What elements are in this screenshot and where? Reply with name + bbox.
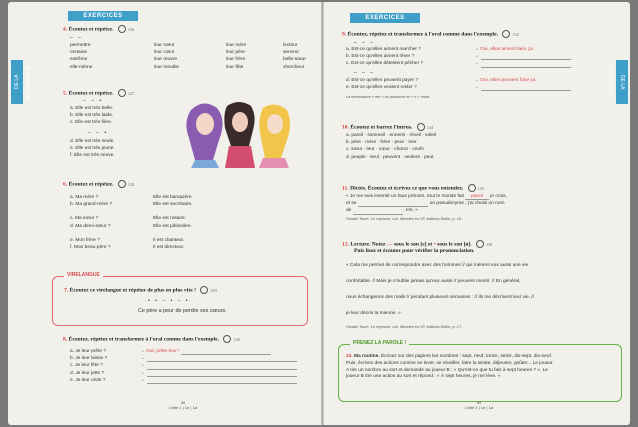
ex10-track: 134 (426, 124, 434, 130)
dictation-answer: pareil (465, 194, 489, 200)
reading-line: je leur décris la mienne. » (346, 311, 401, 316)
ex13-title: Ma routine. (354, 354, 380, 359)
ex7-track: 129 (210, 287, 217, 293)
page-unit: Unité 1 | 1e | 1ø (464, 405, 494, 410)
ex4-col3 (226, 42, 246, 71)
word: leur sœur (154, 43, 175, 48)
ex9-track: 132 (512, 31, 519, 37)
ex4-col1 (70, 42, 92, 71)
headphones-icon[interactable] (118, 89, 126, 97)
headphones-icon[interactable] (476, 240, 484, 248)
ex12-heading: 12. Lecture. Notez — sous le son [ɛ] et • sous le son [ø]. 136 (342, 241, 493, 248)
answer-line[interactable] (481, 63, 571, 68)
reading-line: « Cela me permet de correspondre avec des hommes // qui mènent eux aussi une vie (346, 263, 529, 268)
ex5-list-top (70, 105, 113, 127)
ex5-track: 127 (127, 90, 135, 96)
ex7-sentence: Ce père a peur de perdre ses sœurs. (138, 308, 227, 314)
list-item: d. Je leur jette ? (70, 370, 105, 376)
stress-marks: – – – (354, 40, 376, 46)
ex12-subtitle: Puis lisez et écoutez pour vérifier la prononciation. (354, 248, 475, 254)
answer-line[interactable] (353, 210, 403, 215)
list-item: e. Elle est très jeune. (70, 146, 115, 152)
list-item: e. Est-ce qu'elles veulent rester ? (346, 85, 417, 91)
ex9-answers-bottom: → Oui, elles peuvent faire ça. → (474, 77, 571, 91)
page-number: 59 (476, 400, 482, 405)
word: leur père (226, 50, 245, 56)
list-item: a. Ma mère ? (70, 195, 99, 200)
left-page (8, 2, 321, 425)
list-item: Elle est notaire. (153, 216, 187, 222)
list-item: f. Elle est très neuve. (70, 153, 115, 159)
list-item: c. sœur · leur · cœur · chœur · ceufs (346, 147, 424, 153)
stress-marks: – – – (354, 70, 376, 76)
ex9-items-bottom (346, 77, 418, 91)
list-item: a. Est-ce qu'elles aiment marcher ? (346, 47, 422, 52)
prenez-label: PRENEZ LA PAROLE ! (350, 340, 409, 346)
ex11-dictation (346, 193, 507, 215)
example-answer: Oui, prête-leur ! (146, 349, 180, 354)
ex11-number: 11. (342, 185, 349, 192)
page-unit: Unité 1 | 1e | 1ø (168, 405, 198, 410)
ex10-title: Écoutez et barrez l'intrus. (350, 124, 413, 131)
ex4-track: 126 (127, 26, 135, 32)
list-item: Elle est secrétaire. (153, 202, 193, 208)
word: leur œuvre (154, 57, 178, 63)
ex11-heading (342, 184, 484, 192)
ex11-title: Dictée. Écoutez et écrivez ce que vous entendez. (350, 185, 464, 192)
word: elle-même (70, 64, 93, 70)
list-item: e. Mon frère ? (70, 237, 100, 243)
example-answer: Oui, elles aiment faire ça. (480, 47, 535, 52)
ex12-title: Lecture. Notez (350, 241, 386, 248)
ex12-title3: sous le son [ø]. (437, 241, 472, 248)
word: lecteur (283, 43, 298, 48)
word: permettre (70, 43, 91, 48)
ex9-number: 9. (342, 31, 347, 38)
reading-line: confortable. // Mais je n'oublie jamais qu'eux aussi // peuvent mentir. // En général, (346, 279, 521, 284)
ex12-title2: sous le son [ɛ] et (393, 241, 433, 248)
list-item: e. Je leur cède ? (70, 377, 106, 383)
right-page (324, 2, 630, 425)
headphones-icon[interactable] (118, 25, 126, 33)
ex13-text: A tire un nombre au sort et demande au joueur B : « Qu'est-ce que tu fais à sept heures ? ». Le (346, 367, 548, 373)
list-item: Elle est banquière. (153, 195, 193, 200)
ex6-heading (63, 180, 134, 188)
list-item: Il est chanteur. (153, 237, 185, 243)
ex11-source: Pantah Touré, Le voyeuse, coll. Mondes en VF, éditions Didier, p. 18. (346, 217, 462, 221)
book-spread (8, 2, 630, 425)
ex12-track: 136 (485, 241, 493, 247)
ex5-list-bottom (70, 138, 115, 160)
right-side-tab: DE LA PHONÉTIQUE (616, 60, 628, 104)
virelangue-label: VIRELANGUE (64, 272, 103, 278)
stress-marks: – – • (83, 98, 104, 104)
ex10-items (346, 132, 436, 161)
list-item: d. Ma demi-sœur ? (70, 223, 111, 229)
ex8-heading (63, 335, 240, 343)
ex8-answers: → Oui, prête-leur ! → → → → (140, 348, 297, 384)
dictation-text: un pseudonyme ; j'ai choisi un nom (429, 201, 505, 207)
list-item: c. Je leur fête ? (70, 363, 103, 369)
women-illustration (183, 100, 295, 168)
ex9-items-top (346, 46, 423, 68)
word: chercheur (283, 64, 305, 70)
list-item: c. Elle est très fière. (70, 120, 113, 126)
ex6-questions (70, 194, 112, 251)
ex13-text: Écrivez sur des papiers les nombres : sept, neuf, treize, seize, dix-sept, dix-neuf. (380, 354, 553, 359)
word: leur fête (226, 64, 244, 70)
list-item: b. Est-ce qu'elles aiment rêver ? (346, 54, 415, 60)
word: serveur (283, 50, 299, 56)
list-item: f. Mon beau-père ? (70, 245, 111, 251)
list-item: a. Elle est très belle. (70, 106, 114, 111)
ex6-number: 6. (63, 181, 68, 188)
ex9-note: La terminaison « ent » se prononce ici « e » muet. (346, 95, 431, 99)
headphones-icon[interactable] (200, 286, 208, 294)
list-item: d. Elle est très seule. (70, 139, 115, 144)
headphones-icon[interactable] (118, 180, 126, 188)
word: leur cœur (154, 50, 175, 56)
list-item: d. peuple · seul · peuvent · veulent · peut (346, 154, 434, 160)
stress-marks: – – • (88, 130, 109, 136)
headphones-icon[interactable] (468, 184, 476, 192)
stress-marks: • • – • – • (148, 298, 190, 304)
list-item: b. Elle est très laide. (70, 113, 114, 119)
word: leur meuble (154, 64, 180, 70)
list-item: Il est directeur. (153, 245, 185, 251)
headphones-icon[interactable] (223, 335, 231, 343)
dictation-text: « Je me suis inventé un faux prénom, tout le monde fait (346, 194, 464, 199)
list-item: b. Je leur laisse ? (70, 356, 108, 362)
ex4-col4 (283, 42, 306, 71)
dictation-text: de (346, 208, 352, 214)
word: certaine (70, 50, 88, 56)
ex7-title: Écoutez ce virelangue et répétez de plus en plus vite ! (69, 287, 196, 294)
ex4-heading (63, 25, 134, 33)
reading-line: nous échangeons des mails // pendant plusieurs semaines : // ils me décrivent leur vie, // (346, 295, 534, 300)
right-page-number (464, 400, 494, 410)
answer-line[interactable] (147, 379, 297, 384)
ex9-title: Écoutez, répétez et transformez à l'oral comme dans l'exemple. (347, 31, 498, 38)
word: belle-sœur (283, 57, 306, 63)
ex4-number: 4. (63, 26, 68, 33)
left-page-number (168, 400, 198, 410)
ex9-heading (342, 30, 519, 38)
ex8-number: 8. (63, 336, 68, 343)
ex4-col2 (154, 42, 179, 71)
ex4-title: Écoutez et répétez. (68, 26, 114, 33)
left-side-tab: DE LA PHONÉTIQUE (11, 60, 23, 104)
headphones-icon[interactable] (417, 123, 425, 131)
ex13-text: joueur B tire une action au sort et répond : « À sept heures, je me lève. » (346, 374, 501, 380)
ex6-answers (153, 194, 193, 251)
dictation-text: je crois, (490, 194, 507, 199)
list-item: a. Je leur prête ? (70, 349, 106, 354)
word: leur frère (226, 57, 246, 63)
list-item: c. Est-ce qu'elles détestent pêcher ? (346, 61, 424, 67)
ex10-number: 10. (342, 124, 349, 131)
ex12-reading (346, 258, 534, 322)
list-item: b. père · mère · frère · peur · mer (346, 140, 417, 146)
ex13-text: Puis, écrivez des actions comme se lever, se réveiller, faire la sieste, déjeuner, goûter... Le joueur (346, 360, 553, 366)
ex7-heading (64, 286, 217, 294)
ex11-track: 135 (477, 185, 485, 191)
stress-marks: – – (70, 35, 83, 41)
word: extrême (70, 57, 88, 63)
exercices-band: EXERCICES (68, 11, 138, 21)
ex13-number: 13. (346, 354, 353, 359)
answer-line[interactable] (481, 86, 571, 91)
dictation-text: , Iris. » (403, 208, 418, 214)
list-item: b. Ma grand-mère ? (70, 202, 113, 208)
ex5-number: 5. (63, 90, 68, 97)
ex6-track: 128 (127, 181, 135, 187)
headphones-icon[interactable] (502, 30, 510, 38)
ex5-title: Écoutez et répétez. (68, 90, 114, 97)
ex9-answers-top: → Oui, elles aiment faire ça. → → (474, 46, 571, 68)
ex12-number: 12. (342, 241, 349, 248)
ex12-source: Pantah Touré, Le voyeuse, coll. Mondes en VF, éditions Didier, p. 17. (346, 325, 462, 329)
ex8-items (70, 348, 107, 384)
list-item: c. Ma sœur ? (70, 216, 99, 222)
ex13-body (346, 354, 553, 381)
list-item: Elle est pâtissière. (153, 223, 192, 229)
page-number: 58 (180, 400, 186, 405)
ex6-title: Écoutez et répétez. (68, 181, 114, 188)
ex5-heading (63, 89, 134, 97)
ex7-number: 7. (64, 287, 69, 294)
list-item: a. pareil · sommeil · ennemi · réveil · soleil (346, 133, 437, 138)
ex8-track: 130 (233, 336, 240, 342)
example-answer: Oui, elles peuvent faire ça. (480, 78, 537, 83)
dictation-text: et se (346, 201, 357, 207)
ex8-title: Écoutez, répétez et transformez à l'oral comme dans l'exemple. (68, 336, 219, 343)
ex10-heading (342, 123, 433, 131)
answer-line[interactable] (147, 365, 297, 370)
list-item: d. Est-ce qu'elles peuvent payer ? (346, 78, 419, 83)
word: leur mère (226, 43, 247, 48)
exercices-band: EXERCICES (350, 13, 420, 23)
